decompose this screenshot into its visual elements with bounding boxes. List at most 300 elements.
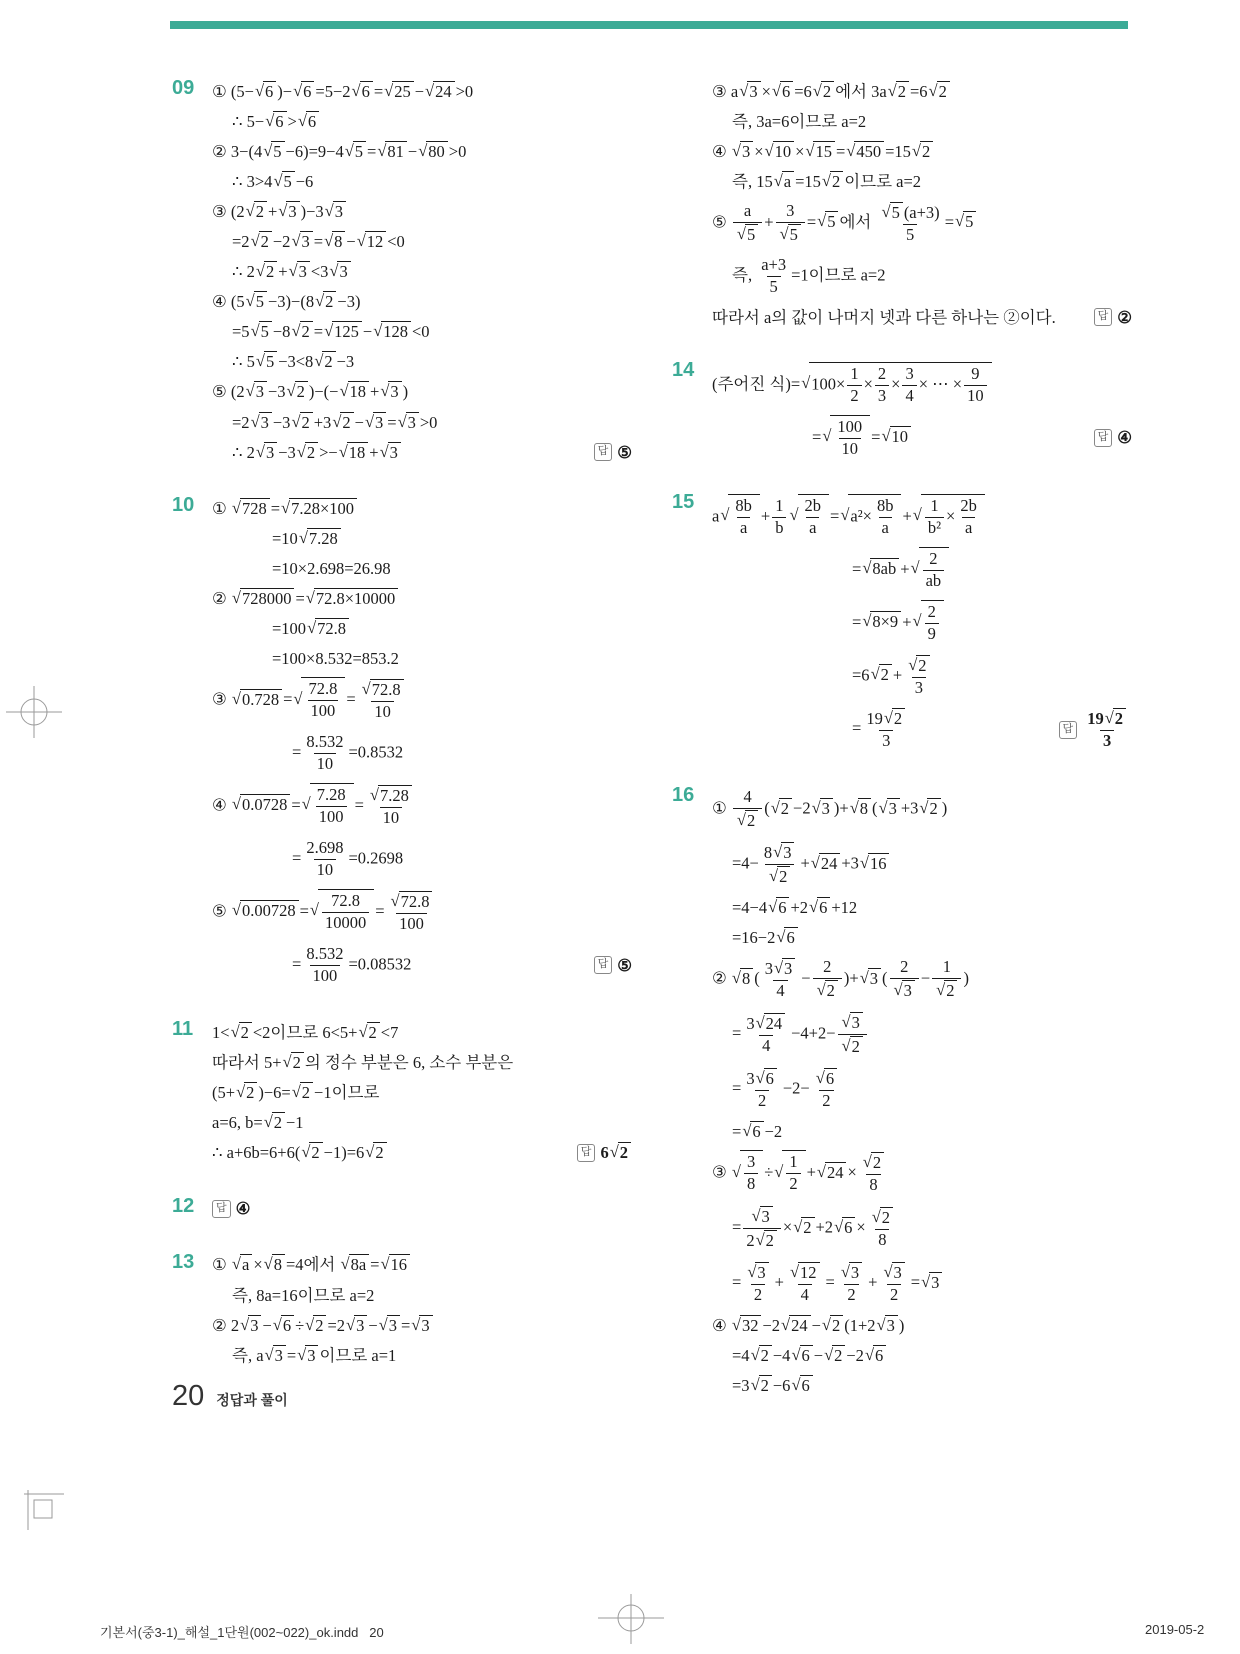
fraction-numerator: 3 bbox=[786, 200, 795, 220]
radical-sign: √ bbox=[747, 1262, 757, 1282]
fraction-denominator: 8 bbox=[866, 1174, 880, 1195]
radicand: 3 bbox=[849, 1262, 862, 1283]
fraction-numerator: 4 bbox=[743, 787, 752, 807]
radicand: 10 bbox=[773, 141, 795, 162]
radical-sign: √ bbox=[864, 1345, 874, 1365]
radicand: 2 bbox=[927, 798, 940, 819]
radical-sign: √ bbox=[912, 504, 922, 524]
radicand: 8a bbox=[349, 1254, 370, 1275]
fraction-denominator: a bbox=[962, 517, 975, 538]
radicand bbox=[310, 783, 354, 829]
radicand: 2 bbox=[373, 1142, 386, 1163]
answer-value: ② bbox=[1117, 307, 1132, 327]
radicand: 5 bbox=[264, 351, 277, 372]
radicand: 2 bbox=[313, 1315, 326, 1336]
math-line bbox=[712, 923, 1132, 953]
sqrt-expression bbox=[301, 1141, 322, 1164]
math-expression: =√ $\frac{100}{10}$ =√10 bbox=[812, 415, 912, 461]
math-expression: =√6 −2 bbox=[732, 1120, 782, 1143]
radicand: 2 bbox=[937, 81, 950, 102]
radical-sign: √ bbox=[789, 504, 799, 524]
math-line bbox=[212, 196, 632, 226]
radical-sign: √ bbox=[824, 1345, 834, 1365]
math-line bbox=[212, 1310, 632, 1340]
sqrt-expression bbox=[362, 679, 404, 700]
sqrt-expression bbox=[860, 967, 881, 990]
radicand: 2 bbox=[920, 141, 933, 162]
radicand: 6 bbox=[281, 1315, 294, 1336]
math-line bbox=[212, 347, 632, 377]
fraction-numerator bbox=[366, 785, 416, 807]
radicand: 2 bbox=[305, 442, 318, 463]
column-right bbox=[672, 76, 1132, 1427]
radicand: 16 bbox=[868, 853, 890, 874]
sqrt-expression bbox=[774, 1150, 805, 1196]
radicand: 8 bbox=[272, 1254, 285, 1275]
math-expression: =√8ab +√ $\frac{2}{ab}$ bbox=[852, 547, 950, 593]
sqrt-expression bbox=[291, 320, 312, 343]
radicand: 2 bbox=[759, 1345, 772, 1366]
radicand: 24 bbox=[819, 853, 841, 874]
problem-solution bbox=[212, 76, 632, 467]
radicand: 7.28 bbox=[378, 785, 412, 806]
radical-sign: √ bbox=[255, 351, 265, 371]
math-line bbox=[712, 1257, 1132, 1311]
sqrt-expression bbox=[314, 350, 335, 373]
sqrt-expression bbox=[842, 1036, 863, 1057]
sqrt-expression bbox=[246, 200, 267, 223]
sqrt-expression bbox=[872, 1207, 893, 1228]
radicand: 24 bbox=[825, 1162, 847, 1183]
radical-sign: √ bbox=[245, 381, 255, 401]
radicand: 5 bbox=[282, 171, 295, 192]
radical-sign: √ bbox=[379, 441, 389, 461]
math-expression: ③ √ $\frac{3}{8}$ ÷√ $\frac{1}{2}$ +√24 × $\frac{√2}{8}$ bbox=[712, 1150, 890, 1197]
sqrt-expression bbox=[232, 899, 299, 922]
math-line bbox=[212, 1280, 632, 1310]
sqrt-expression bbox=[341, 1253, 370, 1276]
radical-sign: √ bbox=[324, 230, 334, 250]
radical-sign: √ bbox=[231, 588, 241, 607]
radical-sign: √ bbox=[720, 504, 730, 524]
fraction-denominator bbox=[890, 978, 919, 1001]
radical-sign: √ bbox=[810, 852, 820, 872]
radical-sign: √ bbox=[332, 411, 342, 431]
radicand: 5 bbox=[271, 141, 284, 162]
math-line bbox=[212, 317, 632, 347]
fraction bbox=[322, 892, 369, 933]
answer bbox=[1047, 706, 1132, 753]
math-line bbox=[212, 780, 632, 834]
sqrt-expression bbox=[256, 441, 277, 464]
radical-sign: √ bbox=[768, 897, 778, 917]
radicand: 6 bbox=[800, 1345, 813, 1366]
math-line bbox=[712, 649, 1132, 703]
math-expression: 따라서 a의 값이 나머지 넷과 다른 하나는 ②이다. bbox=[712, 307, 1056, 327]
problem-solution bbox=[712, 783, 1132, 1401]
radicand: 6 bbox=[842, 1217, 855, 1238]
radical-sign: √ bbox=[846, 140, 856, 160]
answer-box-icon: 답 bbox=[594, 443, 613, 461]
math-line bbox=[212, 1048, 632, 1078]
radicand: 3 bbox=[387, 1315, 400, 1336]
math-line bbox=[712, 136, 1132, 166]
radicand: a bbox=[240, 1254, 252, 1275]
sqrt-expression bbox=[289, 260, 310, 283]
fraction bbox=[732, 497, 755, 538]
radicand: 3 bbox=[760, 1206, 773, 1227]
radicand bbox=[740, 1150, 763, 1196]
radicand: 6 bbox=[263, 81, 276, 102]
answer bbox=[1082, 306, 1132, 329]
fraction-denominator: b bbox=[772, 517, 786, 538]
problem-number: 13 bbox=[172, 1250, 195, 1273]
radicand: 3 bbox=[388, 381, 401, 402]
sqrt-expression bbox=[324, 230, 345, 253]
math-expression: =16−2√6 bbox=[732, 926, 799, 949]
sqrt-expression bbox=[325, 200, 346, 223]
math-expression: (5+√2 )−6=√2 −1이므로 bbox=[212, 1081, 379, 1104]
fraction-denominator bbox=[838, 1034, 867, 1057]
radicand: 6 bbox=[780, 81, 793, 102]
math-expression: a=6, b=√2 −1 bbox=[212, 1111, 304, 1134]
sqrt-expression bbox=[329, 260, 350, 283]
radical-sign: √ bbox=[378, 1314, 388, 1334]
sqrt-expression bbox=[834, 1216, 855, 1239]
math-line bbox=[212, 407, 632, 437]
problem-10 bbox=[172, 493, 632, 991]
sqrt-expression bbox=[816, 1068, 837, 1089]
radical-sign: √ bbox=[344, 140, 354, 160]
radical-sign: √ bbox=[883, 708, 893, 728]
math-expression: ∴ 5−√6 >√6 bbox=[232, 110, 320, 133]
sqrt-expression bbox=[297, 441, 318, 464]
radicand: 3 bbox=[419, 1315, 432, 1336]
sqrt-expression bbox=[398, 411, 419, 434]
fraction-denominator: 2 bbox=[786, 1173, 800, 1194]
radical-sign: √ bbox=[834, 1216, 844, 1236]
radical-sign: √ bbox=[789, 1262, 799, 1282]
radicand: 728000 bbox=[240, 588, 295, 609]
radical-sign: √ bbox=[859, 852, 869, 872]
fraction bbox=[786, 1262, 824, 1305]
radicand: 2 bbox=[830, 1315, 843, 1336]
radical-sign: √ bbox=[231, 1254, 241, 1274]
radical-sign: √ bbox=[881, 201, 891, 221]
radical-sign: √ bbox=[755, 1068, 765, 1088]
math-line bbox=[712, 783, 1132, 837]
fraction bbox=[743, 1262, 772, 1305]
sqrt-expression bbox=[256, 350, 277, 373]
radical-sign: √ bbox=[309, 900, 319, 920]
fraction-numerator: 2 bbox=[929, 548, 938, 568]
sqrt-expression bbox=[742, 1120, 763, 1143]
radical-sign: √ bbox=[301, 1142, 311, 1162]
math-expression: a√ $\frac{8b}{a}$ + $\frac{1}{b}$ √ $\frac{2b}{a}$ =√a²× $\frac{8b}{a}$ +√ $\frac{1}{\text{b²}}$ × $\frac{2b}{a}$ bbox=[712, 494, 986, 540]
radicand: 2 bbox=[323, 291, 336, 312]
sqrt-expression bbox=[1105, 708, 1126, 729]
sqrt-expression bbox=[822, 415, 870, 461]
math-expression: =2√3 −3√2 +3√2 −√3 =√3 >0 bbox=[232, 411, 437, 434]
radical-sign: √ bbox=[791, 1345, 801, 1365]
fraction-numerator: 1 bbox=[942, 957, 951, 977]
radicand: 2 bbox=[340, 412, 353, 433]
fraction-denominator bbox=[733, 808, 762, 831]
radical-sign: √ bbox=[811, 797, 821, 817]
sqrt-expression bbox=[912, 140, 933, 163]
math-expression: = $\frac{3√24}{4}$ −4+2− $\frac{√3}{√2}$ bbox=[732, 1010, 869, 1059]
fraction bbox=[733, 788, 762, 831]
radical-sign: √ bbox=[231, 900, 241, 920]
fraction-numerator: 7.28 bbox=[316, 785, 346, 805]
fraction-denominator: 2 bbox=[887, 1284, 901, 1305]
column-left bbox=[172, 76, 632, 1396]
math-line bbox=[212, 166, 632, 196]
print-date: 2019-05-2 bbox=[1145, 1622, 1205, 1637]
radical-sign: √ bbox=[870, 663, 880, 683]
radical-sign: √ bbox=[816, 980, 826, 1000]
fraction-denominator: 10 bbox=[314, 753, 337, 774]
fraction-numerator bbox=[786, 1262, 824, 1284]
radicand: 3 bbox=[388, 442, 401, 463]
radical-sign: √ bbox=[928, 80, 938, 100]
sqrt-expression bbox=[278, 200, 299, 223]
radicand: 2 bbox=[300, 321, 313, 342]
radicand: 3 bbox=[333, 201, 346, 222]
fraction-denominator: 4 bbox=[902, 385, 916, 406]
radical-sign: √ bbox=[862, 557, 872, 577]
sqrt-expression bbox=[345, 140, 366, 163]
math-expression: =100×8.532=853.2 bbox=[272, 649, 399, 669]
math-line bbox=[712, 953, 1132, 1007]
sqrt-expression bbox=[747, 1262, 768, 1283]
problem-continued bbox=[672, 76, 1132, 332]
radicand: 5 bbox=[745, 224, 758, 245]
sqrt-expression bbox=[791, 1374, 812, 1397]
fraction-numerator: 8√3 bbox=[761, 842, 799, 864]
radical-sign: √ bbox=[887, 80, 897, 100]
radicand: 0.728 bbox=[240, 689, 282, 710]
sqrt-expression bbox=[756, 1068, 777, 1089]
sqrt-expression bbox=[265, 1344, 286, 1367]
radicand: 32 bbox=[740, 1315, 762, 1336]
radical-sign: √ bbox=[286, 381, 296, 401]
radical-sign: √ bbox=[384, 80, 394, 100]
radicand: 2 bbox=[830, 171, 843, 192]
radicand: 3 bbox=[259, 412, 272, 433]
radical-sign: √ bbox=[231, 794, 241, 814]
sqrt-expression bbox=[240, 1314, 261, 1337]
math-expression: ⑤ $\frac{a}{√5}$ + $\frac{3}{√5}$ =√5 에서 $\frac{√5 (a+3)}{5}$ =√5 bbox=[712, 200, 977, 247]
sqrt-expression bbox=[411, 1314, 432, 1337]
sqrt-expression bbox=[339, 380, 369, 403]
radical-sign: √ bbox=[862, 610, 872, 630]
radical-sign: √ bbox=[773, 170, 783, 190]
sqrt-expression bbox=[888, 80, 909, 103]
problem-number: 15 bbox=[672, 491, 695, 514]
fraction-numerator: 19√2 bbox=[1084, 708, 1130, 730]
radicand: 5 bbox=[788, 224, 801, 245]
radicand: 3 bbox=[885, 1315, 898, 1336]
radical-sign: √ bbox=[291, 230, 301, 250]
sqrt-expression bbox=[877, 1314, 898, 1337]
problem-solution bbox=[212, 1194, 632, 1224]
radical-sign: √ bbox=[281, 497, 291, 517]
radicand: 6 bbox=[776, 897, 789, 918]
radicand: 2 bbox=[777, 866, 790, 887]
radicand: 2 bbox=[272, 1112, 285, 1133]
radical-sign: √ bbox=[329, 261, 339, 281]
radicand: 24 bbox=[433, 81, 455, 102]
math-expression: = $\frac{19√2}{3}$ bbox=[852, 706, 911, 753]
math-line bbox=[212, 136, 632, 166]
radical-sign: √ bbox=[731, 1161, 741, 1181]
answer-box-icon: 답 bbox=[1094, 308, 1113, 326]
fraction-denominator: ab bbox=[923, 570, 945, 591]
radical-sign: √ bbox=[278, 200, 288, 220]
fraction-denominator: 3 bbox=[875, 385, 889, 406]
radical-sign: √ bbox=[776, 927, 786, 947]
fraction-denominator: 100 bbox=[396, 913, 427, 934]
math-expression: ③ (2√2 +√3 )−3√3 bbox=[212, 200, 347, 223]
sqrt-expression bbox=[273, 170, 294, 193]
fraction-numerator bbox=[838, 1012, 867, 1034]
fraction bbox=[902, 365, 916, 406]
math-expression: 즉, 8a=16이므로 a=2 bbox=[232, 1285, 375, 1305]
fraction-denominator: 10 bbox=[839, 438, 862, 459]
math-expression: ② √728000 =√72.8×10000 bbox=[212, 587, 399, 610]
fraction bbox=[762, 958, 800, 1001]
fraction bbox=[743, 1013, 789, 1056]
answer-value: 6√2 bbox=[600, 1141, 632, 1164]
radical-sign: √ bbox=[291, 321, 301, 341]
fraction bbox=[358, 679, 408, 722]
radical-sign: √ bbox=[390, 891, 400, 911]
math-expression: ∴ 5√5 −3<8√2 −3 bbox=[232, 350, 354, 373]
radicand: 2 bbox=[367, 1022, 380, 1043]
sqrt-expression bbox=[298, 110, 319, 133]
fraction-denominator: 9 bbox=[925, 623, 939, 644]
answer-value: ④ bbox=[1117, 428, 1132, 448]
sqrt-expression bbox=[391, 891, 433, 912]
radical-sign: √ bbox=[293, 688, 303, 708]
radicand: 2 bbox=[916, 655, 929, 676]
radicand: 2 bbox=[309, 1142, 322, 1163]
fraction-denominator bbox=[932, 978, 961, 1001]
radicand: 5 bbox=[353, 141, 366, 162]
sqrt-expression bbox=[292, 1081, 313, 1104]
problem-09 bbox=[172, 76, 632, 467]
radicand: 2 bbox=[259, 231, 272, 252]
fraction-numerator: 3√6 bbox=[743, 1068, 781, 1090]
radicand: 0.00728 bbox=[240, 900, 299, 921]
radical-sign: √ bbox=[240, 1314, 250, 1334]
sqrt-expression bbox=[846, 140, 884, 163]
fraction bbox=[859, 1152, 888, 1195]
sqrt-expression bbox=[610, 1141, 631, 1164]
sqrt-expression bbox=[769, 866, 790, 887]
radicand: 2 bbox=[295, 381, 308, 402]
math-expression: ③ √0.728 =√ $\frac{72.8}{100}$ = $\frac{√72.8}{10}$ bbox=[212, 677, 410, 724]
radicand: 6 bbox=[873, 1345, 886, 1366]
radical-sign: √ bbox=[245, 200, 255, 220]
sqrt-expression bbox=[780, 224, 801, 245]
radicand: 7.28 bbox=[307, 528, 341, 549]
sqrt-expression bbox=[425, 80, 455, 103]
fraction-numerator: 72.8 bbox=[331, 891, 361, 911]
radical-sign: √ bbox=[380, 381, 390, 401]
sqrt-expression bbox=[756, 1013, 786, 1034]
sqrt-expression bbox=[305, 1314, 326, 1337]
fraction-numerator: 9 bbox=[971, 363, 980, 383]
math-expression: 따라서 5+√2 의 정수 부분은 6, 소수 부분은 bbox=[212, 1051, 513, 1074]
math-line bbox=[212, 76, 632, 106]
page-footer bbox=[172, 1380, 288, 1413]
fraction-denominator: a bbox=[737, 517, 750, 538]
fraction bbox=[904, 655, 933, 698]
math-line bbox=[712, 837, 1132, 893]
sqrt-expression bbox=[297, 1344, 318, 1367]
sqrt-expression bbox=[232, 688, 282, 711]
radical-sign: √ bbox=[731, 967, 741, 987]
sqrt-expression bbox=[232, 1253, 252, 1276]
fraction-numerator: 8.532 bbox=[306, 943, 344, 963]
math-expression: =4−4√6 +2√6 +12 bbox=[732, 896, 857, 919]
radical-sign: √ bbox=[231, 497, 241, 517]
sqrt-expression bbox=[307, 617, 349, 640]
radicand: 3 bbox=[781, 842, 794, 863]
sqrt-expression bbox=[732, 1150, 763, 1196]
radicand: 6 bbox=[360, 81, 373, 102]
radicand bbox=[921, 600, 944, 646]
fraction-numerator: √5 (a+3) bbox=[881, 201, 940, 222]
top-accent-bar bbox=[170, 21, 1128, 29]
fraction bbox=[868, 1207, 897, 1250]
math-line bbox=[712, 1201, 1132, 1257]
radicand: 3 bbox=[406, 412, 419, 433]
radicand: 12 bbox=[365, 231, 387, 252]
radicand: 8 bbox=[858, 798, 871, 819]
math-expression: =10×2.698=26.98 bbox=[272, 558, 391, 578]
fraction bbox=[743, 1068, 781, 1111]
fraction-denominator: 100 bbox=[316, 806, 347, 827]
radicand: 3 bbox=[264, 442, 277, 463]
math-expression: ② 3−(4√5 −6)=9−4√5 =√81 −√80 >0 bbox=[212, 140, 466, 163]
fraction bbox=[1084, 708, 1130, 751]
radical-sign: √ bbox=[908, 654, 918, 674]
fraction-denominator: 8 bbox=[744, 1173, 758, 1194]
fraction-denominator: 3 bbox=[912, 677, 926, 698]
problem-14 bbox=[672, 358, 1132, 464]
radicand: 2 bbox=[618, 1142, 631, 1163]
math-expression: =5√5 −8√2 =√125 −√128 <0 bbox=[232, 320, 430, 343]
sqrt-expression bbox=[737, 810, 758, 831]
math-expression: ⑤ √0.00728 =√ $\frac{72.8}{10000}$ = $\frac{√72.8}{100}$ bbox=[212, 889, 438, 936]
radical-sign: √ bbox=[793, 1216, 803, 1236]
radical-sign: √ bbox=[314, 351, 324, 371]
radicand: 8×9 bbox=[870, 611, 901, 632]
fraction-denominator: 10 bbox=[964, 385, 987, 406]
radical-sign: √ bbox=[340, 1254, 350, 1274]
radicand: 2 bbox=[944, 980, 957, 1001]
math-line bbox=[212, 674, 632, 728]
math-expression: 즉, 15√a =15√2 이므로 a=2 bbox=[732, 170, 921, 193]
sqrt-expression bbox=[809, 896, 830, 919]
radicand: 16 bbox=[389, 1254, 411, 1275]
radical-sign: √ bbox=[822, 426, 832, 446]
math-line bbox=[212, 1194, 632, 1224]
radicand: 2 bbox=[850, 1036, 863, 1057]
